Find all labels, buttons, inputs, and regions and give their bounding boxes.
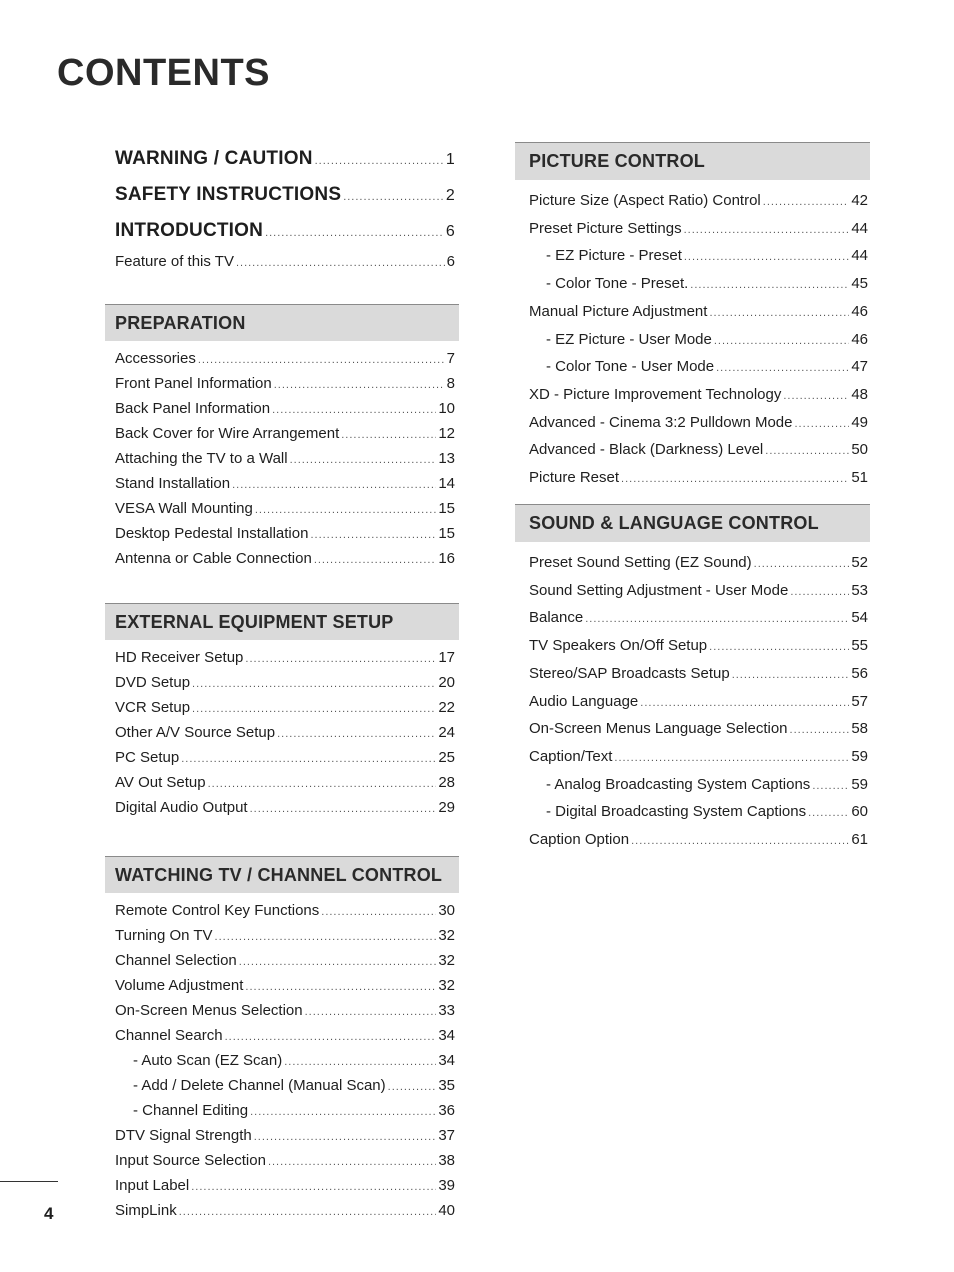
- toc-entry-page: 33: [438, 1002, 455, 1019]
- toc-entry-title: - Color Tone - Preset.: [546, 275, 689, 293]
- toc-leader-dots: [268, 1150, 436, 1174]
- toc-entry[interactable]: [105, 547, 459, 572]
- toc-entry-page: 30: [438, 902, 455, 919]
- toc-entry[interactable]: [515, 605, 870, 633]
- toc-entry-page: 35: [438, 1077, 455, 1094]
- toc-entry-page: 10: [438, 400, 455, 417]
- toc-entry-page: 56: [851, 664, 868, 682]
- toc-leader-dots: [274, 373, 445, 397]
- toc-entry[interactable]: [105, 347, 459, 372]
- toc-entry[interactable]: [515, 827, 870, 855]
- section-header: SOUND & LANGUAGE CONTROL: [515, 504, 870, 542]
- toc-entry-title: - Add / Delete Channel (Manual Scan): [133, 1077, 386, 1094]
- toc-leader-dots: [192, 697, 436, 721]
- toc-entry-feature[interactable]: Feature of this TV ..... 6: [105, 250, 459, 275]
- toc-leader-dots: [254, 1125, 437, 1149]
- toc-entry-page: 37: [438, 1127, 455, 1144]
- toc-leader-dots: [631, 829, 849, 855]
- toc-entry-page: 52: [851, 554, 868, 571]
- toc-entry[interactable]: [105, 447, 459, 472]
- toc-entry-page: 13: [438, 450, 455, 467]
- toc-entry-title: Channel Search: [115, 1027, 223, 1044]
- toc-entry-page: 42: [851, 192, 868, 209]
- toc-entry[interactable]: [515, 772, 870, 800]
- toc-entry-page: 49: [851, 413, 868, 431]
- toc-entry[interactable]: [105, 899, 459, 924]
- section-header: WATCHING TV / CHANNEL CONTROL: [105, 856, 459, 893]
- toc-leader-dots: [732, 663, 850, 689]
- toc-entry[interactable]: [105, 1149, 459, 1174]
- toc-entry-title: - EZ Picture - Preset: [546, 247, 682, 265]
- toc-leader-dots: [192, 672, 436, 696]
- toc-entry-page: 57: [851, 692, 868, 710]
- toc-entry[interactable]: [105, 646, 459, 671]
- toc-entry-title: Caption Option: [529, 831, 630, 849]
- toc-entry-title: SimpLink: [115, 1202, 177, 1219]
- toc-entry[interactable]: [105, 671, 459, 696]
- toc-entry-page: 20: [438, 674, 455, 691]
- toc-entry-page: 46: [851, 302, 868, 320]
- toc-leader-dots: [198, 348, 445, 372]
- toc-entry-title: Advanced - Black (Darkness) Level: [529, 441, 764, 459]
- toc-leader-dots: [690, 273, 849, 299]
- toc-entry-page: 28: [438, 774, 455, 791]
- toc-entry-page: 17: [438, 649, 455, 666]
- toc-entry[interactable]: [105, 1024, 459, 1049]
- toc-leader-dots: [790, 580, 849, 606]
- toc-entry-introduction[interactable]: INTRODUCTION ..... 6: [105, 214, 459, 250]
- toc-entry-page: 7: [446, 350, 455, 367]
- toc-leader-dots: [284, 1050, 436, 1074]
- toc-entry[interactable]: [515, 410, 870, 438]
- toc-entry[interactable]: [515, 327, 870, 355]
- toc-entry-title: On-Screen Menus Selection: [115, 1002, 303, 1019]
- toc-leader-dots: [783, 384, 849, 410]
- toc-entry-page: 59: [851, 747, 868, 765]
- toc-leader-dots: [341, 423, 436, 447]
- toc-entry[interactable]: [515, 716, 870, 744]
- toc-leader-dots: [272, 398, 436, 422]
- toc-entry-title: - Channel Editing: [133, 1102, 249, 1119]
- toc-entry[interactable]: [515, 382, 870, 410]
- toc-entry-page: 51: [851, 469, 868, 487]
- toc-entry-page: 25: [438, 749, 455, 766]
- toc-leader-dots: [709, 301, 849, 327]
- toc-entry-page: 44: [851, 247, 868, 265]
- toc-leader-dots: [716, 356, 849, 382]
- toc-entry-title: Channel Selection: [115, 952, 237, 969]
- toc-entry[interactable]: [105, 1049, 459, 1074]
- toc-entry-title: Stand Installation: [115, 475, 231, 492]
- toc-entry[interactable]: [105, 974, 459, 999]
- toc-entry-warning[interactable]: WARNING / CAUTION ..... 1: [105, 142, 459, 178]
- toc-entry-title: Manual Picture Adjustment: [529, 302, 708, 320]
- toc-entry[interactable]: [105, 796, 459, 821]
- toc-entry[interactable]: [105, 696, 459, 721]
- toc-entry[interactable]: [105, 1124, 459, 1149]
- toc-entry[interactable]: [105, 721, 459, 746]
- toc-entry[interactable]: [515, 188, 870, 216]
- toc-leader-dots: [255, 498, 436, 522]
- toc-entry[interactable]: [515, 550, 870, 578]
- toc-leader-dots: [714, 329, 849, 355]
- toc-entry-title: - Auto Scan (EZ Scan): [133, 1052, 283, 1069]
- toc-entry-title: PC Setup: [115, 749, 180, 766]
- toc-leader-dots: [585, 607, 849, 633]
- toc-entry[interactable]: [105, 372, 459, 397]
- toc-entry-page: 24: [438, 724, 455, 741]
- toc-entry-title: Preset Picture Settings: [529, 219, 682, 237]
- toc-entry[interactable]: [105, 1099, 459, 1124]
- toc-entry[interactable]: [105, 1174, 459, 1199]
- section-header: EXTERNAL EQUIPMENT SETUP: [105, 603, 459, 640]
- toc-entry-page: 8: [446, 375, 455, 392]
- toc-entry[interactable]: [105, 422, 459, 447]
- toc-entry[interactable]: [515, 271, 870, 299]
- toc-leader-dots: [215, 925, 437, 949]
- toc-leader-dots: [250, 1100, 436, 1124]
- toc-entry-page: 47: [851, 358, 868, 376]
- toc-entry-title: Volume Adjustment: [115, 977, 244, 994]
- toc-leader-dots: [388, 1075, 437, 1099]
- toc-entry[interactable]: [105, 522, 459, 547]
- toc-leader-dots: [321, 900, 436, 924]
- toc-entry[interactable]: [515, 216, 870, 244]
- page-number: 4: [44, 1204, 54, 1223]
- toc-entry-page: 36: [438, 1102, 455, 1119]
- toc-entry-title: Picture Size (Aspect Ratio) Control: [529, 192, 761, 209]
- toc-entry-safety[interactable]: SAFETY INSTRUCTIONS ..... 2: [105, 178, 459, 214]
- toc-entry-title: TV Speakers On/Off Setup: [529, 637, 708, 655]
- toc-entry-page: 48: [851, 385, 868, 403]
- toc-entry-page: 15: [438, 525, 455, 542]
- toc-entry-title: Back Cover for Wire Arrangement: [115, 425, 340, 442]
- toc-leader-dots: [250, 797, 437, 821]
- toc-leader-dots: [310, 523, 436, 547]
- toc-entry-page: 32: [438, 952, 455, 969]
- page-title: CONTENTS: [57, 52, 270, 94]
- toc-leader-dots: [239, 950, 437, 974]
- toc-leader-dots: [191, 1175, 436, 1199]
- toc-entry[interactable]: [515, 633, 870, 661]
- toc-entry-title: Back Panel Information: [115, 400, 271, 417]
- toc-entry[interactable]: [515, 437, 870, 465]
- toc-entry[interactable]: [515, 243, 870, 271]
- toc-entry-page: 32: [438, 977, 455, 994]
- toc-entry-page: 54: [851, 609, 868, 627]
- toc-entry-title: VESA Wall Mounting: [115, 500, 253, 517]
- toc-leader-dots: [812, 774, 849, 800]
- toc-entry[interactable]: [105, 746, 459, 771]
- toc-leader-dots: [621, 467, 849, 493]
- toc-entry[interactable]: [105, 497, 459, 522]
- toc-entry-page: 15: [438, 500, 455, 517]
- toc-entry[interactable]: [105, 472, 459, 497]
- toc-entry-title: Picture Reset: [529, 469, 620, 487]
- toc-entry[interactable]: [515, 689, 870, 717]
- toc-entry-title: - Analog Broadcasting System Captions: [546, 775, 811, 793]
- toc-entry-title: AV Out Setup: [115, 774, 206, 791]
- toc-entry[interactable]: [105, 999, 459, 1024]
- toc-entry-page: 38: [438, 1152, 455, 1169]
- toc-entry-title: DTV Signal Strength: [115, 1127, 252, 1144]
- toc-entry-title: Other A/V Source Setup: [115, 724, 276, 741]
- toc-leader-dots: [245, 975, 436, 999]
- toc-entry-title: Sound Setting Adjustment - User Mode: [529, 581, 789, 599]
- footer-rule: [0, 1181, 58, 1182]
- toc-entry-page: 40: [438, 1202, 455, 1219]
- section-header: PREPARATION: [105, 304, 459, 341]
- toc-entry[interactable]: [515, 299, 870, 327]
- toc-entry-title: Input Source Selection: [115, 1152, 266, 1169]
- toc-entry[interactable]: [105, 397, 459, 422]
- toc-leader-dots: [232, 473, 436, 497]
- toc-entry-page: 55: [851, 637, 868, 655]
- toc-entry-title: Accessories: [115, 350, 196, 367]
- toc-entry-title: Remote Control Key Functions: [115, 902, 320, 919]
- toc-entry-page: 32: [438, 927, 455, 944]
- toc-entry-title: Audio Language: [529, 692, 639, 710]
- toc-leader-dots: [684, 218, 850, 244]
- toc-entry-page: 16: [438, 550, 455, 567]
- toc-leader-dots: [790, 718, 850, 744]
- toc-entry-title: Preset Sound Setting (EZ Sound): [529, 554, 752, 571]
- toc-leader-dots: [314, 548, 437, 572]
- toc-entry[interactable]: [515, 465, 870, 493]
- toc-entry-page: 39: [438, 1177, 455, 1194]
- toc-entry-title: VCR Setup: [115, 699, 191, 716]
- toc-leader-dots: [614, 746, 849, 772]
- toc-entry-title: DVD Setup: [115, 674, 191, 691]
- toc-leader-dots: [179, 1200, 437, 1224]
- toc-entry[interactable]: [105, 1199, 459, 1224]
- toc-leader-dots: [763, 190, 850, 216]
- toc-leader-dots: [765, 439, 849, 465]
- toc-entry[interactable]: [515, 661, 870, 689]
- toc-entry[interactable]: [515, 354, 870, 382]
- toc-leader-dots: [225, 1025, 437, 1049]
- section-header: PICTURE CONTROL: [515, 142, 870, 180]
- toc-entry-page: 50: [851, 441, 868, 459]
- toc-entry-title: Antenna or Cable Connection: [115, 550, 312, 567]
- toc-leader-dots: [640, 691, 849, 717]
- toc-entry[interactable]: [105, 771, 459, 796]
- toc-entry-page: 46: [851, 330, 868, 348]
- toc-entry-title: Desktop Pedestal Installation: [115, 525, 309, 542]
- toc-entry-page: 14: [438, 475, 455, 492]
- toc-entry[interactable]: [105, 924, 459, 949]
- toc-leader-dots: [808, 801, 849, 827]
- toc-entry[interactable]: [105, 949, 459, 974]
- toc-leader-dots: [245, 647, 436, 671]
- toc-entry[interactable]: [515, 744, 870, 772]
- toc-leader-dots: [754, 552, 850, 578]
- toc-leader-dots: [305, 1000, 437, 1024]
- toc-entry-page: 59: [851, 775, 868, 793]
- toc-entry-page: 45: [851, 275, 868, 293]
- toc-entry-title: - Color Tone - User Mode: [546, 358, 715, 376]
- toc-entry-page: 44: [851, 219, 868, 237]
- toc-leader-dots: [290, 448, 437, 472]
- toc-leader-dots: [181, 747, 436, 771]
- toc-entry-page: 61: [851, 831, 868, 849]
- toc-entry-title: Turning On TV: [115, 927, 213, 944]
- toc-leader-dots: [794, 412, 849, 438]
- section-preparation: [105, 304, 459, 572]
- toc-entry-title: Attaching the TV to a Wall: [115, 450, 288, 467]
- section-external-equipment: [105, 603, 459, 821]
- toc-entry[interactable]: [515, 799, 870, 827]
- toc-entry-page: 34: [438, 1052, 455, 1069]
- toc-entry-page: 53: [851, 581, 868, 599]
- toc-entry-title: Digital Audio Output: [115, 799, 248, 816]
- toc-entry-title: Balance: [529, 609, 584, 627]
- toc-entry-page: 60: [851, 803, 868, 821]
- top-entries: [105, 142, 459, 275]
- toc-entry-page: 29: [438, 799, 455, 816]
- section-watching-tv: [105, 856, 459, 1224]
- toc-entry-page: 34: [438, 1027, 455, 1044]
- toc-entry-title: On-Screen Menus Language Selection: [529, 720, 788, 738]
- toc-leader-dots: [684, 245, 849, 271]
- toc-leader-dots: [277, 722, 436, 746]
- toc-entry[interactable]: [515, 578, 870, 606]
- section-picture-control: [515, 142, 870, 493]
- toc-leader-dots: [208, 772, 437, 796]
- toc-entry-title: Input Label: [115, 1177, 190, 1194]
- toc-entry-page: 12: [438, 425, 455, 442]
- toc-entry-page: 22: [438, 699, 455, 716]
- section-sound-language: [515, 504, 870, 855]
- toc-entry-title: Advanced - Cinema 3:2 Pulldown Mode: [529, 413, 793, 431]
- toc-entry[interactable]: [105, 1074, 459, 1099]
- toc-entry-title: Stereo/SAP Broadcasts Setup: [529, 664, 730, 682]
- toc-entry-page: 58: [851, 720, 868, 738]
- toc-entry-title: - EZ Picture - User Mode: [546, 330, 712, 348]
- toc-leader-dots: [709, 635, 849, 661]
- toc-entry-title: XD - Picture Improvement Technology: [529, 385, 782, 403]
- toc-entry-title: Caption/Text: [529, 747, 613, 765]
- toc-entry-title: - Digital Broadcasting System Captions: [546, 803, 807, 821]
- toc-entry-title: Front Panel Information: [115, 375, 272, 392]
- toc-entry-title: HD Receiver Setup: [115, 649, 244, 666]
